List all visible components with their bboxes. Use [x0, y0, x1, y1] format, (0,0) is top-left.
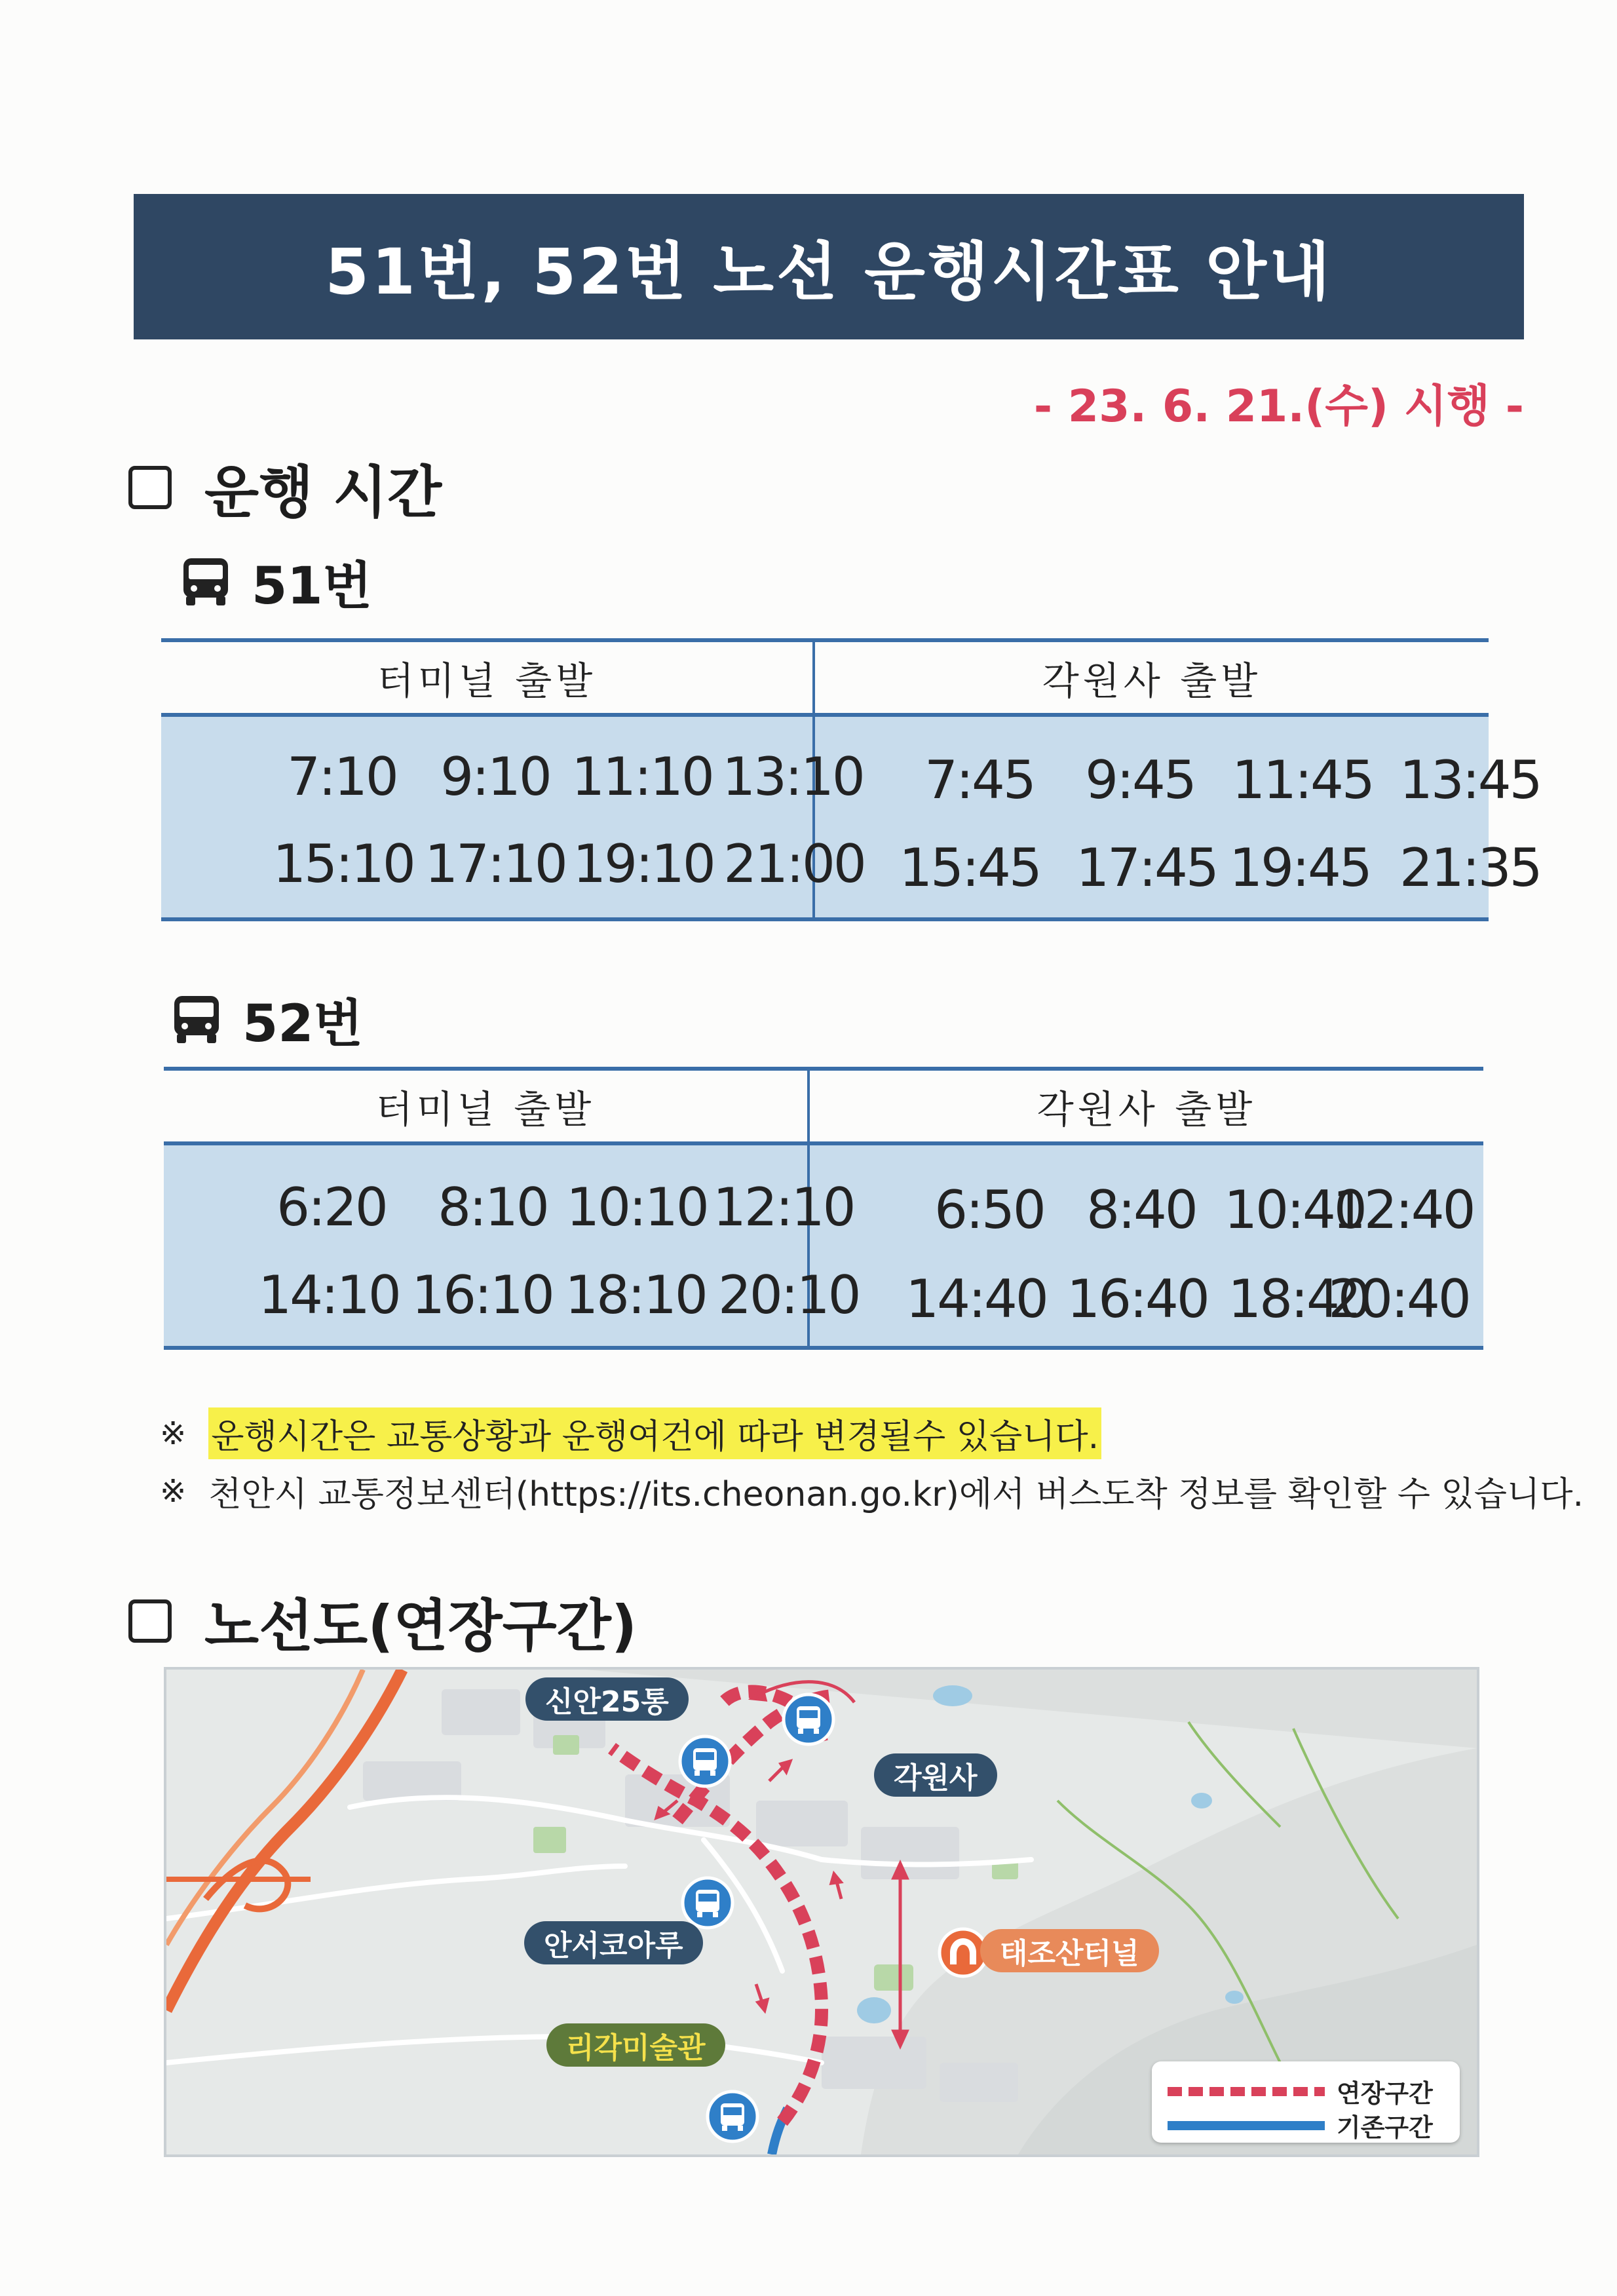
departure-time: 16:40 — [1067, 1269, 1208, 1330]
departure-time: 9:45 — [1085, 750, 1195, 811]
legend-existing-label: 기존구간 — [1337, 2113, 1433, 2142]
page-title-text: 51번, 52번 노선 운행시간표 안내 — [325, 235, 1333, 309]
note-text: 천안시 교통정보센터(https://its.cheonan.go.kr)에서 버스도착 정보를 확인할 수 있습니다. — [208, 1475, 1584, 1514]
departure-time: 15:45 — [899, 837, 1040, 898]
column-label-gakwonsa: 각원사 출발 — [1042, 659, 1262, 703]
departure-time: 17:45 — [1076, 837, 1217, 898]
departure-time: 18:40 — [1228, 1269, 1369, 1330]
departure-time: 7:45 — [924, 750, 1035, 811]
departure-time: 8:40 — [1086, 1179, 1196, 1240]
route-51-heading — [180, 545, 372, 619]
route-51-name: 51번 — [252, 557, 372, 616]
route-52-heading — [170, 983, 363, 1056]
bus-stop-icon — [781, 1692, 836, 1747]
map-legend — [1152, 2061, 1460, 2143]
departure-time: 18:10 — [565, 1265, 706, 1326]
bus-stop-icon — [677, 1734, 732, 1789]
timetable-51 — [161, 638, 1541, 921]
legend-extended — [1168, 2073, 1433, 2109]
map-heading-text: 노선도(연장구간) — [204, 1594, 637, 1659]
reference-mark: ※ — [160, 1472, 187, 1510]
departure-time: 15:10 — [273, 833, 414, 894]
departure-time: 13:10 — [722, 746, 864, 807]
route-52-name: 52번 — [242, 995, 363, 1054]
timetable-52 — [164, 1067, 1483, 1350]
map-section-heading — [128, 1580, 637, 1662]
note-its-info — [160, 1466, 1584, 1516]
column-label-terminal: 터미널 출발 — [375, 1087, 596, 1132]
departure-time: 14:40 — [905, 1269, 1047, 1330]
departure-time: 11:45 — [1232, 750, 1373, 811]
column-label-terminal: 터미널 출발 — [377, 659, 597, 703]
departure-time: 10:10 — [566, 1177, 708, 1238]
departure-time: 11:10 — [571, 746, 713, 807]
departure-time: 7:10 — [287, 746, 397, 807]
map-label-shinan25: 신안25통 — [525, 1677, 689, 1721]
page-title — [134, 194, 1524, 339]
map-label-gakwonsa: 각원사 — [874, 1753, 997, 1797]
bus-icon — [170, 993, 223, 1046]
route-map — [164, 1667, 1479, 2157]
departure-time: 9:10 — [440, 746, 550, 807]
existing-route-swatch — [1168, 2119, 1325, 2132]
note-schedule-change — [160, 1407, 1101, 1459]
column-label-gakwonsa: 각원사 출발 — [1037, 1087, 1257, 1132]
departure-time: 6:50 — [934, 1179, 1044, 1240]
departure-time: 21:35 — [1399, 837, 1541, 898]
note-text: 운행시간은 교통상황과 운행여건에 따라 변경될수 있습니다. — [208, 1407, 1101, 1459]
departure-time: 10:40 — [1224, 1179, 1365, 1240]
departure-time: 21:00 — [723, 833, 865, 894]
departure-time: 19:10 — [573, 833, 714, 894]
departure-time: 17:10 — [425, 833, 566, 894]
departure-time: 13:45 — [1399, 750, 1541, 811]
map-label-rigak-museum: 리각미술관 — [546, 2023, 725, 2067]
timetable-header — [164, 1067, 1483, 1141]
departure-time: 12:10 — [713, 1177, 854, 1238]
departure-time: 16:10 — [411, 1265, 553, 1326]
legend-existing — [1168, 2107, 1433, 2143]
schedule-section-heading — [128, 447, 442, 528]
bus-stop-icon — [705, 2089, 760, 2144]
extended-route-swatch — [1168, 2085, 1325, 2098]
legend-extended-label: 연장구간 — [1337, 2079, 1433, 2108]
timetable-header — [161, 638, 1489, 713]
reference-mark: ※ — [160, 1415, 187, 1452]
departure-time: 20:40 — [1328, 1269, 1470, 1330]
map-label-anseo-coaru: 안서코아루 — [524, 1921, 703, 1964]
checkbox-icon — [128, 466, 172, 509]
departure-time: 8:10 — [438, 1177, 548, 1238]
departure-time: 19:45 — [1229, 837, 1371, 898]
bus-icon — [180, 556, 232, 608]
departure-time: 6:20 — [276, 1177, 387, 1238]
effective-date: - 23. 6. 21.(수) 시행 - — [1033, 381, 1524, 432]
departure-time: 20:10 — [718, 1265, 860, 1326]
departure-time: 12:40 — [1333, 1179, 1474, 1240]
departure-time: 14:10 — [258, 1265, 400, 1326]
schedule-heading-text: 운행 시간 — [204, 460, 442, 526]
checkbox-icon — [128, 1599, 172, 1643]
map-label-taejosan-tunnel: 태조산터널 — [980, 1929, 1159, 1972]
